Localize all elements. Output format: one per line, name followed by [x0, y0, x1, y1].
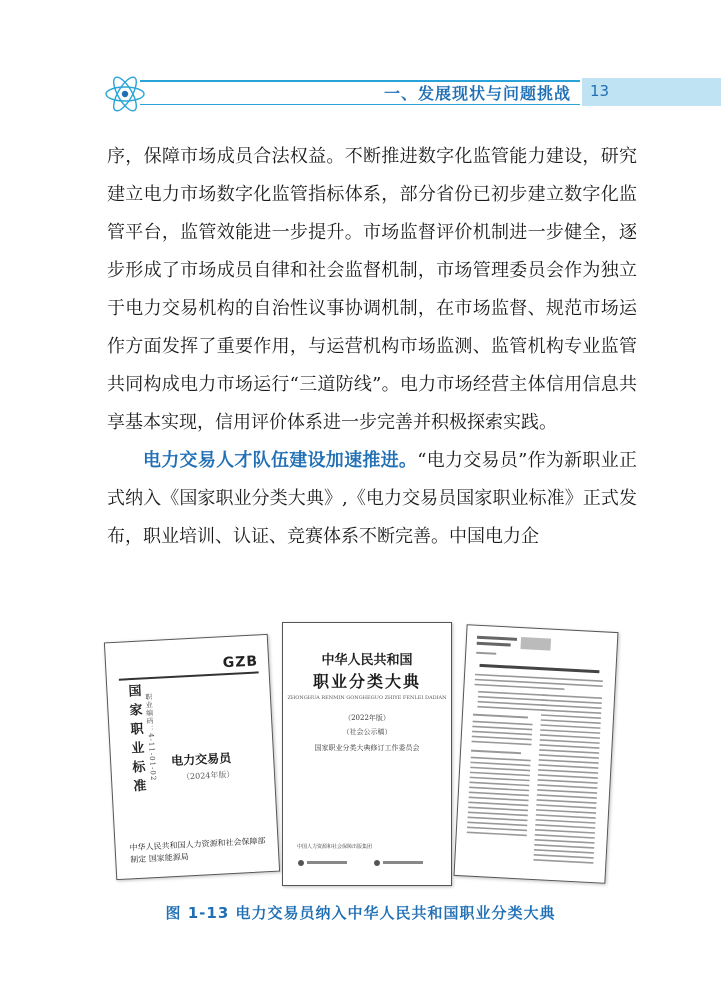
page-number: 13 [590, 82, 610, 100]
dictionary-pinyin: ZHONGHUA RENMIN GONGHEGUO ZHIYE FENLEI DADIAN [287, 695, 447, 701]
paragraph-2-text: “电力交易员”作为新职业正式纳入《国家职业分类大典》,《电力交易员国家职业标准》正式发布，职业培训、认证、竞赛体系不断完善。中国电力企 [107, 450, 637, 547]
paragraph-1: 序，保障市场成员合法权益。不断推进数字化监管能力建设，研究建立电力市场数字化监管指标体系，部分省份已初步建立数字化监管平台，监管效能进一步提升。市场监督评价机制进一步健全，逐步形成了市场成员自律和社会监督机制，市场管理委员会作为独立于电力交易机构的自治性议事协调机制，在市场监督、规范市场运作方面发挥了重要作用，与运营机构市场监测、监管机构专业监管共同构成电力市场运行“三道防线”。电力市场经营主体信用信息共享基本实现，信用评价体系进一步完善并积极探索实践。 [107, 146, 637, 433]
standard-year: （2024年版） [181, 769, 235, 782]
standard-title: 国家职业标准 [125, 683, 147, 799]
cover-rule [119, 671, 259, 680]
page-number-box [582, 78, 721, 106]
standard-number: 职业编码：4-11-01-02 [144, 692, 158, 782]
occupation-name: 电力交易员 [170, 750, 232, 769]
paragraph-2-lead: 电力交易人才队伍建设加速推进。 [143, 450, 418, 471]
dictionary-edition: （2022年版） [344, 714, 390, 722]
standard-issuer: 中华人民共和国人力资源和社会保障部 制定 国家能源局 [129, 836, 266, 865]
dictionary-inner-page [454, 624, 619, 884]
dictionary-volume: （社会公示稿） [342, 728, 392, 736]
running-header [0, 0, 721, 120]
figure-1-13 [110, 618, 620, 898]
figure-caption: 图 1-13 电力交易员纳入中华人民共和国职业分类大典 [165, 904, 556, 922]
dictionary-title-1: 中华人民共和国 [321, 653, 413, 668]
atom-icon [103, 72, 147, 116]
header-rule-bottom [140, 104, 580, 105]
gzb-code: GZB [222, 653, 259, 672]
section-title: 一、发展现状与问题挑战 [383, 84, 571, 103]
body-text [107, 138, 637, 556]
standard-cover [104, 634, 280, 880]
dictionary-committee: 国家职业分类大典修订工作委员会 [314, 744, 420, 752]
dictionary-publisher: 中国人力资源和社会保障出版集团 [297, 844, 373, 850]
publisher-logos [297, 859, 437, 867]
inner-page-text-lines [455, 625, 618, 883]
paragraph-2 [107, 442, 637, 556]
dictionary-title-2: 职业分类大典 [312, 672, 421, 691]
dictionary-cover [282, 622, 452, 886]
